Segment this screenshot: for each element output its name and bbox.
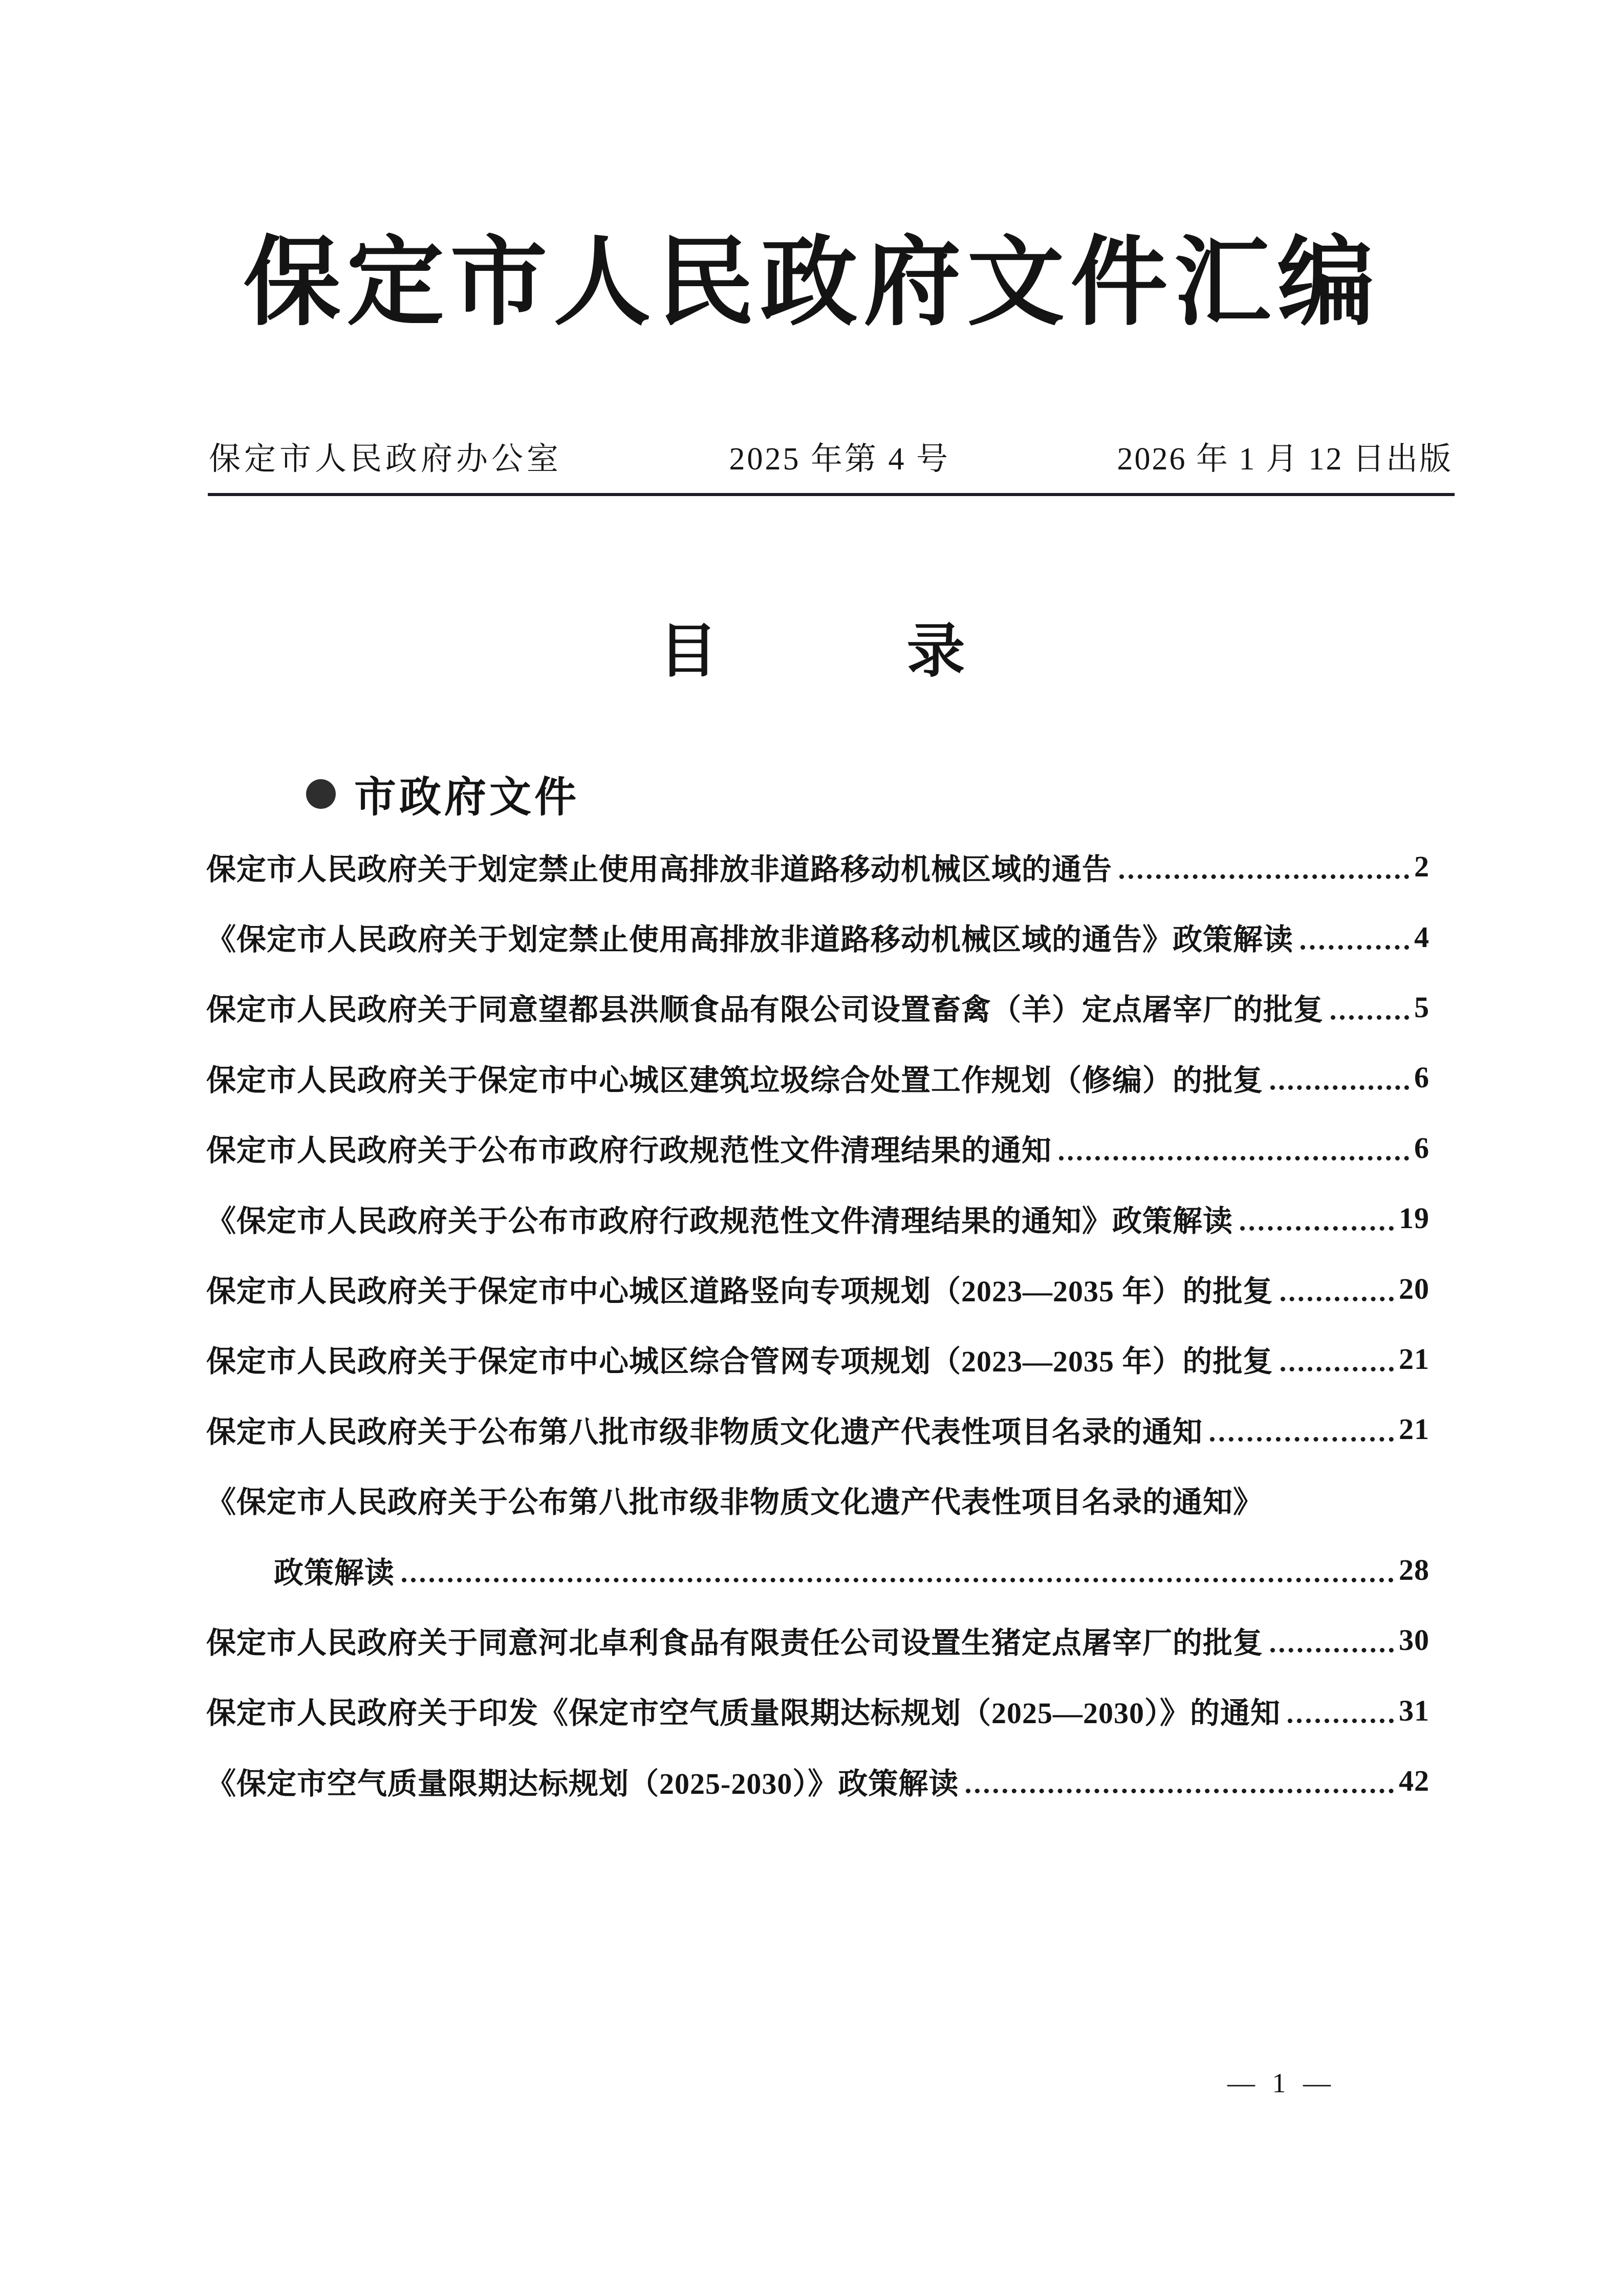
masthead-divider-rule	[208, 493, 1455, 496]
dot-leader	[402, 1578, 1394, 1582]
dot-leader	[1210, 1437, 1394, 1442]
footer-page-number: — 1 —	[1227, 2068, 1336, 2098]
bullet-circle-icon	[306, 779, 336, 809]
toc-entry	[206, 1394, 1430, 1464]
toc-entry-wrapped-first-line	[206, 1465, 1430, 1535]
toc-entry	[206, 1113, 1430, 1183]
dot-leader	[1301, 945, 1409, 950]
toc-entry	[206, 902, 1430, 972]
toc-entry-page-number: 6	[1414, 1061, 1430, 1095]
toc-entry-page-number: 28	[1399, 1553, 1430, 1587]
toc-entry-title: 《保定市人民政府关于划定禁止使用高排放非道路移动机械区域的通告》政策解读	[206, 923, 1294, 957]
dot-leader	[1281, 1297, 1394, 1301]
toc-entry-page-number: 6	[1414, 1131, 1430, 1165]
toc-entry-page-number: 42	[1399, 1764, 1430, 1798]
toc-entry-title: 保定市人民政府关于保定市中心城区建筑垃圾综合处置工作规划（修编）的批复	[206, 1063, 1264, 1097]
masthead-issue-number: 2025 年第 4 号	[729, 442, 950, 477]
toc-entry-page-number: 4	[1414, 920, 1430, 954]
toc-entry-title: 《保定市空气质量限期达标规划（2025-2030）》政策解读	[206, 1767, 959, 1800]
document-title: 保定市人民政府文件汇编	[243, 230, 1381, 337]
masthead-publish-date: 2026 年 1 月 12 日出版	[1117, 442, 1453, 477]
toc-entry	[206, 1324, 1430, 1394]
toc-entry-page-number: 31	[1399, 1693, 1430, 1727]
toc-entry	[206, 1183, 1430, 1253]
dot-leader	[1331, 1015, 1409, 1020]
masthead	[209, 433, 1453, 479]
toc-entry-title: 《保定市人民政府关于公布市政府行政规范性文件清理结果的通知》政策解读	[206, 1204, 1233, 1238]
toc-list	[206, 831, 1430, 1816]
toc-entry	[206, 1042, 1430, 1112]
toc-entry	[206, 1253, 1430, 1323]
dot-leader	[1119, 874, 1409, 879]
toc-entry-page-number: 19	[1399, 1201, 1430, 1235]
toc-entry-title: 保定市人民政府关于保定市中心城区综合管网专项规划（2023—2035 年）的批复	[206, 1345, 1273, 1379]
toc-entry-wrapped-second-line	[206, 1535, 1430, 1605]
toc-entry-title: 保定市人民政府关于印发《保定市空气质量限期达标规划（2025—2030）》的通知	[206, 1697, 1281, 1730]
toc-entry	[206, 1676, 1430, 1746]
toc-entry	[206, 831, 1430, 902]
section-heading-city-gov-documents	[306, 764, 579, 824]
dot-leader	[1288, 1719, 1394, 1723]
toc-entry	[206, 1605, 1430, 1675]
toc-heading-char-1: 目	[659, 619, 718, 684]
toc-entry-page-number: 21	[1399, 1342, 1430, 1376]
toc-entry-title: 《保定市人民政府关于公布第八批市级非物质文化遗产代表性项目名录的通知》	[206, 1486, 1264, 1519]
toc-entry-title: 保定市人民政府关于划定禁止使用高排放非道路移动机械区域的通告	[206, 852, 1113, 886]
masthead-office: 保定市人民政府办公室	[209, 442, 562, 477]
dot-leader	[1281, 1367, 1394, 1371]
toc-entry	[206, 972, 1430, 1042]
toc-entry-page-number: 2	[1414, 850, 1430, 884]
dot-leader	[1270, 1085, 1409, 1090]
toc-heading-char-2: 录	[906, 619, 965, 684]
dot-leader	[966, 1789, 1394, 1793]
dot-leader	[1270, 1648, 1394, 1653]
toc-entry-page-number: 21	[1399, 1412, 1430, 1446]
toc-entry-title: 保定市人民政府关于公布市政府行政规范性文件清理结果的通知	[206, 1134, 1052, 1168]
section-heading-label: 市政府文件	[354, 774, 580, 821]
toc-entry-title: 保定市人民政府关于公布第八批市级非物质文化遗产代表性项目名录的通知	[206, 1415, 1203, 1449]
toc-entry-title: 保定市人民政府关于同意河北卓利食品有限责任公司设置生猪定点屠宰厂的批复	[206, 1626, 1264, 1660]
dot-leader	[1240, 1226, 1394, 1231]
toc-entry-title: 政策解读	[274, 1556, 395, 1590]
toc-entry-title: 保定市人民政府关于保定市中心城区道路竖向专项规划（2023—2035 年）的批复	[206, 1275, 1273, 1308]
toc-heading	[0, 617, 1624, 687]
toc-entry-title: 保定市人民政府关于同意望都县洪顺食品有限公司设置畜禽（羊）定点屠宰厂的批复	[206, 993, 1324, 1027]
toc-entry-page-number: 20	[1399, 1272, 1430, 1305]
toc-entry-page-number: 5	[1414, 990, 1430, 1024]
toc-entry-page-number: 30	[1399, 1623, 1430, 1657]
dot-leader	[1059, 1156, 1409, 1161]
toc-entry	[206, 1746, 1430, 1816]
